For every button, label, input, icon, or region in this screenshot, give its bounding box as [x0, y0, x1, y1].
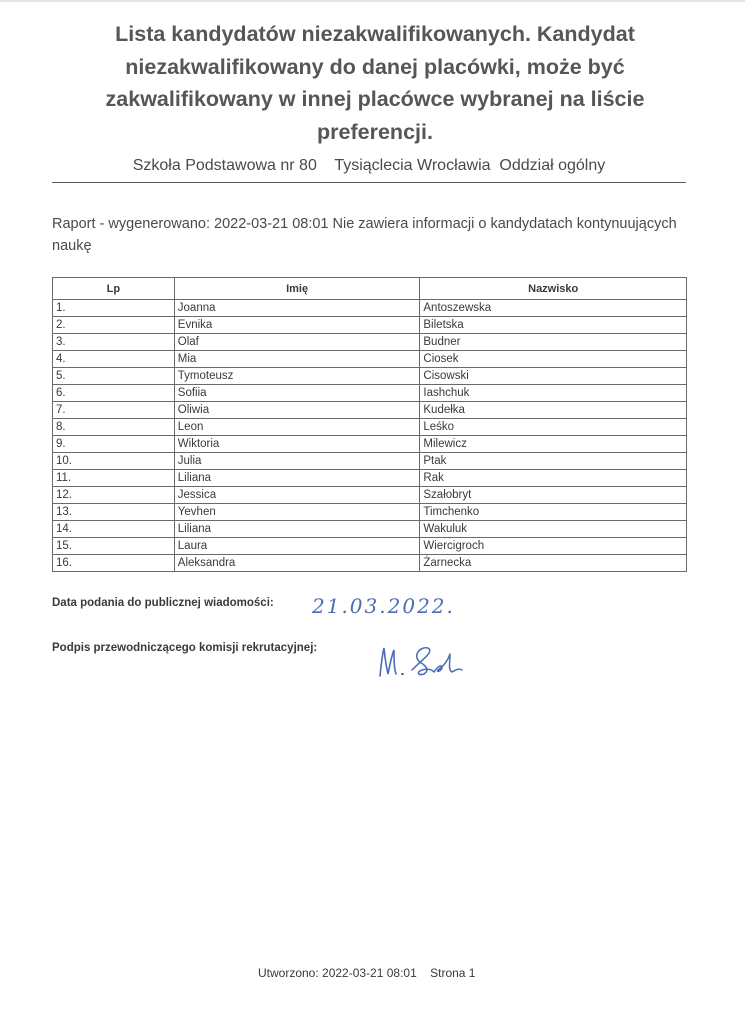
- table-row: [53, 555, 687, 572]
- document-title: Lista kandydatów niezakwalifikowanych. Kandydat niezakwalifikowany do danej placówki, może być zakwalifikowany w innej placówce wybranej na liście preferencji.: [105, 22, 645, 144]
- row-first-name: Tymoteusz: [174, 368, 420, 385]
- table-row: [53, 402, 687, 419]
- row-lp: 12.: [53, 487, 175, 504]
- row-first-name: Mia: [174, 351, 420, 368]
- table-row: [53, 334, 687, 351]
- row-lp: 11.: [53, 470, 175, 487]
- column-header-lp: Lp: [53, 278, 175, 300]
- table-row: [53, 538, 687, 555]
- chairman-signature: [372, 640, 472, 682]
- table-row: [53, 368, 687, 385]
- row-lp: 7.: [53, 402, 175, 419]
- row-lp: 14.: [53, 521, 175, 538]
- scan-edge: [0, 0, 745, 2]
- publication-date-handwritten: 21.03.2022.: [312, 594, 455, 618]
- table-row: [53, 453, 687, 470]
- table-row: [53, 487, 687, 504]
- row-last-name: Budner: [420, 334, 687, 351]
- page-footer: Utworzono: 2022-03-21 08:01 Strona 1: [258, 966, 476, 980]
- table-row: [53, 300, 687, 317]
- table-row: [53, 351, 687, 368]
- title-divider: [52, 182, 686, 183]
- row-first-name: Jessica: [174, 487, 420, 504]
- row-lp: 10.: [53, 453, 175, 470]
- table-row: [53, 436, 687, 453]
- row-first-name: Olaf: [174, 334, 420, 351]
- table-row: [53, 521, 687, 538]
- row-last-name: Timchenko: [420, 504, 687, 521]
- row-first-name: Leon: [174, 419, 420, 436]
- row-first-name: Wiktoria: [174, 436, 420, 453]
- row-first-name: Joanna: [174, 300, 420, 317]
- row-first-name: Julia: [174, 453, 420, 470]
- row-lp: 13.: [53, 504, 175, 521]
- row-lp: 16.: [53, 555, 175, 572]
- table-row: [53, 504, 687, 521]
- row-last-name: Wiercigroch: [420, 538, 687, 555]
- row-last-name: Rak: [420, 470, 687, 487]
- row-last-name: Antoszewska: [420, 300, 687, 317]
- row-last-name: Szałobryt: [420, 487, 687, 504]
- row-lp: 8.: [53, 419, 175, 436]
- school-subtitle: Szkoła Podstawowa nr 80 Tysiąclecia Wrocławia Oddział ogólny: [132, 157, 606, 174]
- row-first-name: Liliana: [174, 521, 420, 538]
- row-last-name: Kudełka: [420, 402, 687, 419]
- row-last-name: Milewicz: [420, 436, 687, 453]
- row-lp: 6.: [53, 385, 175, 402]
- row-lp: 9.: [53, 436, 175, 453]
- row-lp: 4.: [53, 351, 175, 368]
- row-lp: 1.: [53, 300, 175, 317]
- row-last-name: Wakuluk: [420, 521, 687, 538]
- row-lp: 15.: [53, 538, 175, 555]
- row-last-name: Cisowski: [420, 368, 687, 385]
- column-header-nazwisko: Nazwisko: [420, 278, 687, 300]
- table-header-row: [53, 278, 687, 300]
- row-lp: 5.: [53, 368, 175, 385]
- signature-label: Podpis przewodniczącego komisji rekrutacyjnej:: [52, 642, 318, 654]
- publication-date-label: Data podania do publicznej wiadomości:: [52, 597, 274, 609]
- row-last-name: Ptak: [420, 453, 687, 470]
- row-last-name: Leśko: [420, 419, 687, 436]
- column-header-imie: Imię: [174, 278, 420, 300]
- row-first-name: Yevhen: [174, 504, 420, 521]
- table-row: [53, 419, 687, 436]
- table-row: [53, 470, 687, 487]
- row-first-name: Aleksandra: [174, 555, 420, 572]
- row-first-name: Laura: [174, 538, 420, 555]
- table-row: [53, 317, 687, 334]
- row-first-name: Liliana: [174, 470, 420, 487]
- candidates-table: [52, 277, 687, 572]
- row-last-name: Ciosek: [420, 351, 687, 368]
- row-last-name: Żarnecka: [420, 555, 687, 572]
- table-row: [53, 385, 687, 402]
- row-last-name: Biletska: [420, 317, 687, 334]
- row-last-name: Iashchuk: [420, 385, 687, 402]
- row-lp: 3.: [53, 334, 175, 351]
- row-lp: 2.: [53, 317, 175, 334]
- report-info: Raport - wygenerowano: 2022-03-21 08:01 Nie zawiera informacji o kandydatach kontynuujących naukę: [52, 216, 677, 254]
- row-first-name: Sofiia: [174, 385, 420, 402]
- row-first-name: Evnika: [174, 317, 420, 334]
- row-first-name: Oliwia: [174, 402, 420, 419]
